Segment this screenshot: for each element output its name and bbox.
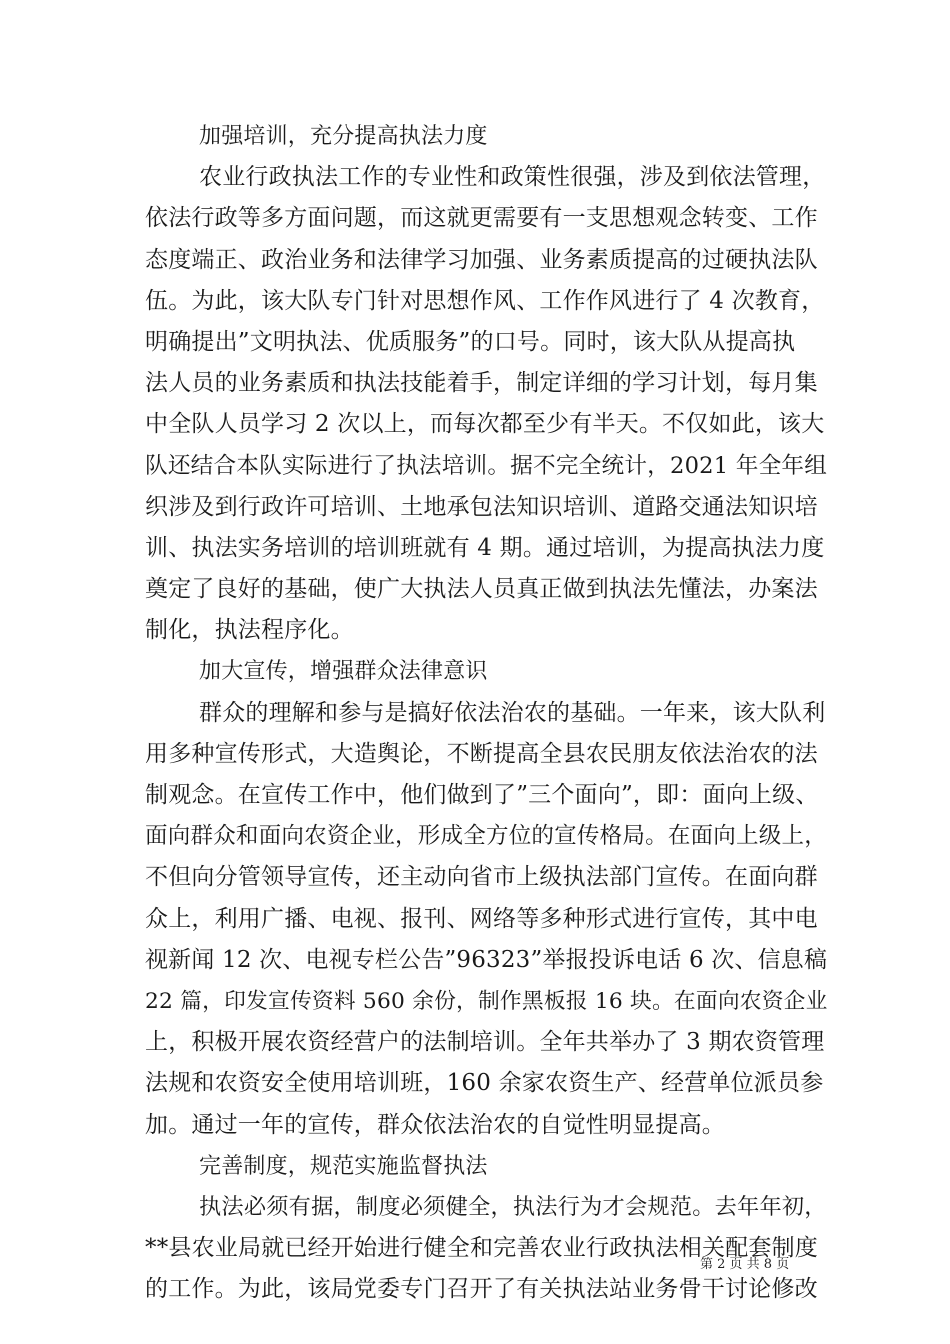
paragraph-line: 农业行政执法工作的专业性和政策性很强，涉及到依法管理， (199, 164, 826, 191)
paragraph-line: 加。通过一年的宣传，群众依法治农的自觉性明显提高。 (145, 1111, 725, 1138)
paragraph-line: 法规和农资安全使用培训班，160 余家农资生产、经营单位派员参 (145, 1070, 824, 1097)
paragraph-line: 不但向分管领导宣传，还主动向省市上级执法部门宣传。在面向群 (145, 864, 818, 891)
document-body (145, 116, 827, 1310)
paragraph-line: 执法必须有据，制度必须健全，执法行为才会规范。去年年初， (199, 1193, 827, 1220)
paragraph-line: 伍。为此，该大队专门针对思想作风、工作作风进行了 4 次教育， (145, 287, 825, 314)
paragraph-line: 依法行政等多方面问题，而这就更需要有一支思想观念转变、工作 (145, 205, 818, 232)
paragraph-line: 奠定了良好的基础，使广大执法人员真正做到执法先懂法，办案法 (145, 576, 818, 603)
paragraph-line: 法人员的业务素质和执法技能着手，制定详细的学习计划，每月集 (145, 370, 818, 397)
page-number: 第 2 页 共 8 页 (700, 1257, 790, 1272)
paragraph-line: 面向群众和面向农资企业，形成全方位的宣传格局。在面向上级上， (145, 823, 827, 850)
paragraph-line: 用多种宣传形式，大造舆论，不断提高全县农民朋友依法治农的法 (145, 740, 818, 767)
paragraph-line: 态度端正、政治业务和法律学习加强、业务素质提高的过硬执法队 (145, 246, 818, 273)
paragraph-line: **县农业局就已经开始进行健全和完善农业行政执法相关配套制度 (145, 1235, 818, 1262)
paragraph-line: 明确提出”文明执法、优质服务”的口号。同时，该大队从提高执 (145, 328, 796, 355)
paragraph-line: 22 篇，印发宣传资料 560 余份，制作黑板报 16 块。在面向农资企业 (145, 988, 828, 1014)
paragraph-line: 织涉及到行政许可培训、土地承包法知识培训、道路交通法知识培 (145, 493, 818, 520)
paragraph-line: 群众的理解和参与是搞好依法治农的基础。一年来，该大队利 (199, 699, 826, 726)
paragraph-line: 制化，执法程序化。 (145, 617, 354, 644)
paragraph-line: 队还结合本队实际进行了执法培训。据不完全统计，2021 年全年组 (145, 452, 828, 479)
paragraph-line: 上，积极开展农资经营户的法制培训。全年共举办了 3 期农资管理 (145, 1029, 825, 1056)
paragraph-line: 训、执法实务培训的培训班就有 4 期。通过培训，为提高执法力度 (145, 534, 825, 561)
section-heading: 完善制度，规范实施监督执法 (199, 1153, 488, 1179)
section-heading: 加大宣传，增强群众法律意识 (199, 659, 488, 685)
paragraph-line: 制观念。在宣传工作中，他们做到了”三个面向”，即：面向上级、 (145, 782, 819, 808)
paragraph-line: 的工作。为此，该局党委专门召开了有关执法站业务骨干讨论修改 (145, 1276, 818, 1303)
section-heading: 加强培训，充分提高执法力度 (199, 124, 488, 149)
paragraph-line: 中全队人员学习 2 次以上，而每次都至少有半天。不仅如此，该大 (145, 411, 825, 438)
paragraph-line: 众上，利用广播、电视、报刊、网络等多种形式进行宣传，其中电 (145, 905, 818, 932)
paragraph-line: 视新闻 12 次、电视专栏公告”96323”举报投诉电话 6 次、信息稿 (145, 946, 828, 973)
